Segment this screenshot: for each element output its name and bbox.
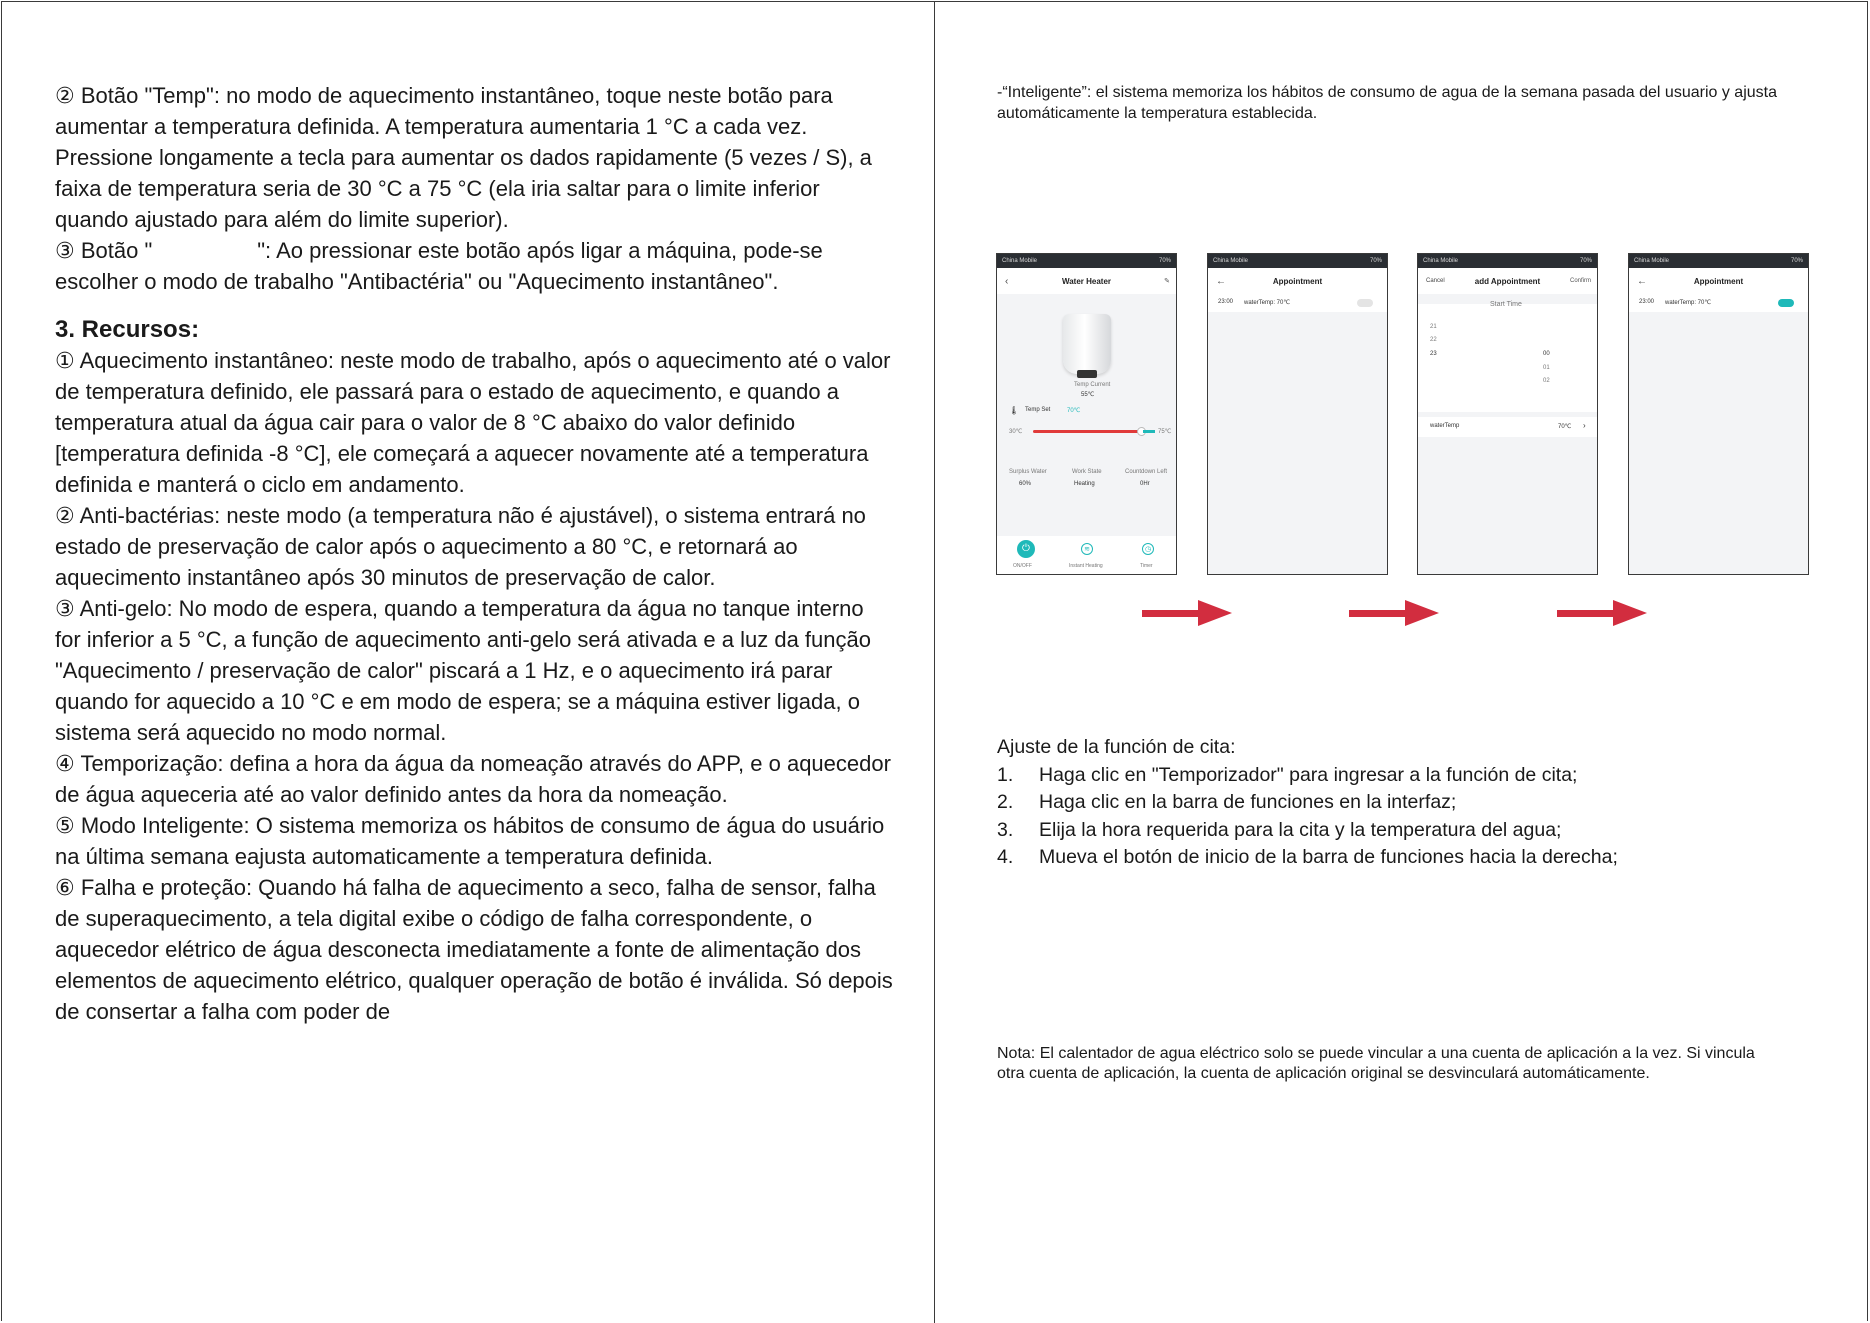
chevron-right-icon: › xyxy=(1583,421,1586,430)
status-bar xyxy=(1629,254,1808,268)
status-bar xyxy=(1208,254,1387,268)
mode-button-text-start: ③ Botão " xyxy=(55,238,153,263)
water-heater-image xyxy=(1063,314,1111,374)
step-number: 1. xyxy=(997,763,1014,786)
phone-appointment-on xyxy=(1628,253,1809,575)
hour-option[interactable]: 21 xyxy=(1430,324,1437,330)
stat-value: Heating xyxy=(1074,481,1095,487)
step-text: Haga clic en "Temporizador" para ingresar a la función de cita; xyxy=(1039,763,1578,786)
app-header xyxy=(997,268,1176,294)
appointment-time: 23:00 xyxy=(1218,299,1234,305)
timer-label: Timer xyxy=(1140,563,1153,569)
app-screenshots xyxy=(996,253,1810,575)
status-bar xyxy=(1418,254,1597,268)
appointment-row[interactable] xyxy=(1629,294,1808,312)
minute-option[interactable]: 01 xyxy=(1543,365,1550,371)
instant-heating-label: Instant Heating xyxy=(1069,563,1103,569)
appointment-time: 23:00 xyxy=(1639,299,1655,305)
edit-icon[interactable]: ✎ xyxy=(1164,278,1170,285)
phone-water-heater xyxy=(996,253,1177,575)
timer-icon[interactable]: ◷ xyxy=(1142,543,1154,555)
step-text: Haga clic en la barra de funciones en la interfaz; xyxy=(1039,791,1457,813)
stat-value: 60% xyxy=(1019,481,1032,487)
appointment-temp: waterTemp: 70℃ xyxy=(1244,300,1291,306)
appointment-steps xyxy=(997,734,1797,872)
hour-option-selected[interactable]: 23 xyxy=(1430,351,1437,357)
temp-slider[interactable] xyxy=(1033,430,1143,433)
mode-button-paragraph xyxy=(55,235,895,297)
range-max: 75℃ xyxy=(1158,429,1172,435)
confirm-button[interactable]: Confirm xyxy=(1569,278,1591,284)
range-min: 30℃ xyxy=(1009,429,1023,435)
step-number: 2. xyxy=(997,791,1014,813)
step-item xyxy=(997,789,1797,817)
step-item xyxy=(997,817,1797,845)
stat-label: Countdown Left xyxy=(1125,469,1168,475)
power-icon[interactable]: ⏻ xyxy=(1017,540,1035,558)
screen-body xyxy=(1629,294,1808,574)
stat-value: 0Hr xyxy=(1140,481,1150,487)
step-number: 4. xyxy=(997,846,1014,868)
temp-set-label: Temp Set xyxy=(1025,407,1051,413)
resource-item-fault-protection: ⑥ Falha e proteção: Quando há falha de aquecimento a seco, falha de sensor, falha de superaquecimento, a tela digital exibe o código de falha correspondente, o aquecedor elétrico de água desconecta imediatamente a fonte de alimentação dos elementos de aquecimento elétrico, qualquer operação de botão é inválida. Só depois de consertar a falha com poder de xyxy=(55,875,899,1024)
minute-option[interactable]: 02 xyxy=(1543,378,1550,384)
appointment-toggle[interactable] xyxy=(1357,299,1373,307)
screen-body xyxy=(997,294,1176,574)
carrier-label: China Mobile xyxy=(1002,258,1038,264)
step-text: Elija la hora requerida para la cita y la temperatura del agua; xyxy=(1039,818,1562,841)
carrier-label: China Mobile xyxy=(1213,258,1249,264)
thermometer-icon: 🌡 xyxy=(1009,406,1020,415)
battery-label: 70% xyxy=(1158,258,1171,264)
phone-add-appointment xyxy=(1417,253,1598,575)
control-bar xyxy=(997,536,1176,574)
steps-list xyxy=(997,762,1797,872)
screen-title: Appointment xyxy=(1272,276,1323,286)
temp-button-paragraph: ② Botão "Temp": no modo de aquecimento instantâneo, toque neste botão para aumentar a temperatura definida. A temperatura aumentaria 1 °C a cada vez. Pressione longamente a tecla para aumentar os dados rapidamente (5 vezes / S), a faixa de temperatura seria de 30 °C a 75 °C (ela iria saltar para o limite inferior quando ajustado para além do limite superior). xyxy=(55,83,879,232)
page-divider xyxy=(934,1,935,1323)
app-header xyxy=(1629,268,1808,294)
appointment-temp: waterTemp: 70℃ xyxy=(1665,300,1712,306)
appointment-toggle[interactable] xyxy=(1778,299,1794,307)
back-arrow-icon[interactable]: ← xyxy=(1216,275,1226,287)
appointment-row[interactable] xyxy=(1208,294,1387,312)
battery-label: 70% xyxy=(1369,258,1382,264)
status-bar xyxy=(997,254,1176,268)
cancel-button[interactable]: Cancel xyxy=(1426,278,1445,284)
stat-label: Work State xyxy=(1072,469,1102,475)
screen-body xyxy=(1418,294,1597,574)
temp-current-value: 55℃ xyxy=(1081,392,1095,398)
flow-arrow-icon xyxy=(1142,600,1232,626)
app-header xyxy=(1208,268,1387,294)
water-temp-label: waterTemp xyxy=(1430,423,1460,429)
hour-option[interactable]: 22 xyxy=(1430,337,1437,343)
phone-appointment-off xyxy=(1207,253,1388,575)
time-picker[interactable] xyxy=(1418,301,1597,412)
resource-item-timer: ④ Temporização: defina a hora da água da nomeação através do APP, e o aquecedor de água aqueceria até ao valor definido antes da hora da nomeação. xyxy=(55,751,898,807)
resources-heading: 3. Recursos: xyxy=(55,316,200,343)
power-label: ON/OFF xyxy=(1013,563,1032,569)
carrier-label: China Mobile xyxy=(1423,258,1459,264)
back-icon[interactable]: ‹ xyxy=(1005,275,1009,287)
resource-item-instant-heating: ① Aquecimento instantâneo: neste modo de trabalho, após o aquecimento até o valor de temperatura definido, ele passará para o estado de aquecimento, e quando a temperatura atual da água cair para o valor de 8 °C abaixo do valor definido [temperatura definida -8 °C], ele começará a aquecer novamente até a temperatura definida e manterá o ciclo em andamento. xyxy=(55,348,897,497)
battery-label: 70% xyxy=(1579,258,1592,264)
temp-current-label: Temp Current xyxy=(1074,382,1111,388)
step-item xyxy=(997,844,1797,872)
flow-arrow-icon xyxy=(1557,600,1647,626)
smart-mode-intro: -“Inteligente”: el sistema memoriza los hábitos de consumo de agua de la semana pasada del usuario y ajusta automáticamente la temperatura establecida. xyxy=(997,84,1777,122)
left-column xyxy=(55,80,899,1027)
water-temp-row[interactable] xyxy=(1418,417,1597,437)
minute-option-selected[interactable]: 00 xyxy=(1543,351,1550,357)
app-header xyxy=(1418,268,1597,294)
resource-item-anti-freeze: ③ Anti-gelo: No modo de espera, quando a temperatura da água no tanque interno for inferior a 5 °C, a função de aquecimento anti-gelo será ativada e a luz da função "Aquecimento / preservação de calor" piscará a 1 Hz, e o aquecimento irá parar quando for aquecido a 10 °C e em modo de espera; se a máquina estiver ligada, o sistema será aquecido no modo normal. xyxy=(55,596,878,745)
account-note: Nota: El calentador de agua eléctrico solo se puede vincular a una cuenta de aplicación a la vez. Si vincula otra cuenta de aplicación, la cuenta de aplicación original se desvinculará automáticamente. xyxy=(997,1045,1755,1082)
mode-button-text-end: ": Ao pressionar este botão após ligar a máquina, pode-se escolher o modo de trabalho "Antibactéria" ou "Aquecimento instantâneo". xyxy=(55,238,829,294)
resource-item-anti-bacteria: ② Anti-bactérias: neste modo (a temperatura não é ajustável), o sistema entrará no estado de preservação de calor após o aquecimento a 80 °C, e retornará ao aquecimento instantâneo após 30 minutos de preservação de calor. xyxy=(55,503,873,590)
water-temp-value: 70℃ xyxy=(1558,424,1572,430)
steps-title: Ajuste de la función de cita: xyxy=(997,736,1236,758)
carrier-label: China Mobile xyxy=(1634,258,1670,264)
step-number: 3. xyxy=(997,818,1014,841)
back-arrow-icon[interactable]: ← xyxy=(1637,275,1647,287)
step-item xyxy=(997,762,1797,790)
temp-set-value: 70℃ xyxy=(1067,408,1081,414)
screen-body xyxy=(1208,294,1387,574)
stat-label: Surplus Water xyxy=(1009,469,1047,475)
screen-title: Appointment xyxy=(1693,276,1744,286)
flow-arrow-icon xyxy=(1349,600,1439,626)
screen-title: add Appointment xyxy=(1474,276,1541,286)
slider-track-rest xyxy=(1143,430,1155,433)
step-text: Mueva el botón de inicio de la barra de funciones hacia la derecha; xyxy=(1039,846,1618,868)
battery-label: 70% xyxy=(1790,258,1803,264)
start-time-label: Start Time xyxy=(1490,301,1522,308)
instant-heating-icon[interactable]: ≋ xyxy=(1081,543,1093,555)
resource-item-smart-mode: ⑤ Modo Inteligente: O sistema memoriza os hábitos de consumo de água do usuário na última semana eajusta automaticamente a temperatura definida. xyxy=(55,813,891,869)
screen-title: Water Heater xyxy=(1061,276,1112,286)
